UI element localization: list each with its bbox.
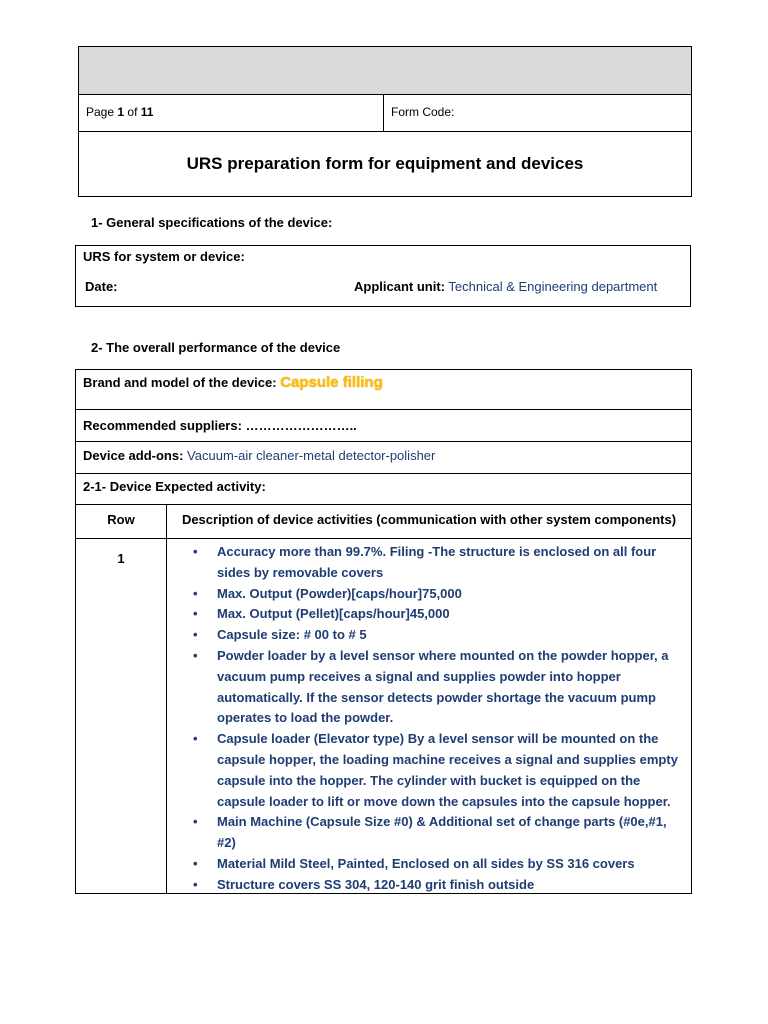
addons-label: Device add-ons:	[83, 448, 184, 463]
list-item: • Capsule size: # 00 to # 5	[217, 625, 685, 646]
page-label: Page	[86, 105, 115, 119]
page-total: 11	[140, 105, 154, 119]
row-number: 1	[76, 539, 167, 893]
form-code: Form Code:	[391, 105, 455, 119]
page-number: 1	[117, 105, 125, 119]
list-item: • Powder loader by a level sensor where mounted on the powder hopper, a vacuum pump receives a signal and supplies powder into hopper automatically. If the sensor detects powder shortage the vacuum pump operates to load the powder.	[217, 646, 685, 729]
list-item: • Structure covers SS 304, 120-140 grit finish outside	[217, 875, 685, 896]
col-desc-header: Description of device activities (communication with other system components)	[181, 512, 677, 527]
activity-table-header	[76, 505, 691, 539]
urs-label: URS for system or device:	[83, 249, 245, 264]
performance-table	[75, 369, 692, 894]
brand-label: Brand and model of the device:	[83, 375, 277, 390]
suppliers-label: Recommended suppliers:	[83, 418, 242, 433]
suppliers-row	[76, 410, 691, 442]
applicant-value: Technical & Engineering department	[448, 279, 658, 294]
section2-heading: 2- The overall performance of the device	[91, 340, 341, 355]
document-title: URS preparation form for equipment and devices	[186, 154, 584, 173]
activity-description	[167, 539, 691, 893]
page-indicator	[79, 95, 384, 131]
brand-value: Capsule filling	[280, 374, 383, 391]
applicant-label: Applicant unit:	[354, 279, 445, 294]
addons-value: Vacuum-air cleaner-metal detector-polisher	[187, 448, 436, 463]
general-spec-table	[75, 245, 691, 307]
date-label: Date:	[85, 279, 118, 294]
list-item: • Max. Output (Powder)[caps/hour]75,000	[217, 584, 685, 605]
header-table	[78, 46, 692, 197]
page-of: of	[127, 105, 138, 119]
activity-heading: 2-1- Device Expected activity:	[76, 474, 691, 505]
activity-list	[167, 542, 685, 896]
list-item: • Accuracy more than 99.7%. Filing -The structure is enclosed on all four sides by removable covers	[217, 542, 685, 584]
activity-row	[76, 539, 691, 893]
applicant-unit	[354, 279, 657, 294]
col-row-header: Row	[76, 505, 167, 538]
addons-row	[76, 442, 691, 474]
list-item: • Capsule loader (Elevator type) By a level sensor will be mounted on the capsule hopper, the loading machine receives a signal and supplies empty capsule into the hopper. The cylinder with bucket is equipped on the capsule loader to lift or move down the capsules into the capsule hopper.	[217, 729, 685, 812]
suppliers-value: ……………………..	[245, 418, 357, 433]
section1-heading: 1- General specifications of the device:	[91, 215, 333, 230]
list-item: • Material Mild Steel, Painted, Enclosed on all sides by SS 316 covers	[217, 854, 685, 875]
list-item: • Max. Output (Pellet)[caps/hour]45,000	[217, 604, 685, 625]
brand-row	[76, 370, 691, 410]
header-info-row	[79, 95, 691, 132]
list-item: • Main Machine (Capsule Size #0) & Additional set of change parts (#0e,#1, #2)	[217, 812, 685, 854]
header-grey-bar	[79, 47, 691, 95]
